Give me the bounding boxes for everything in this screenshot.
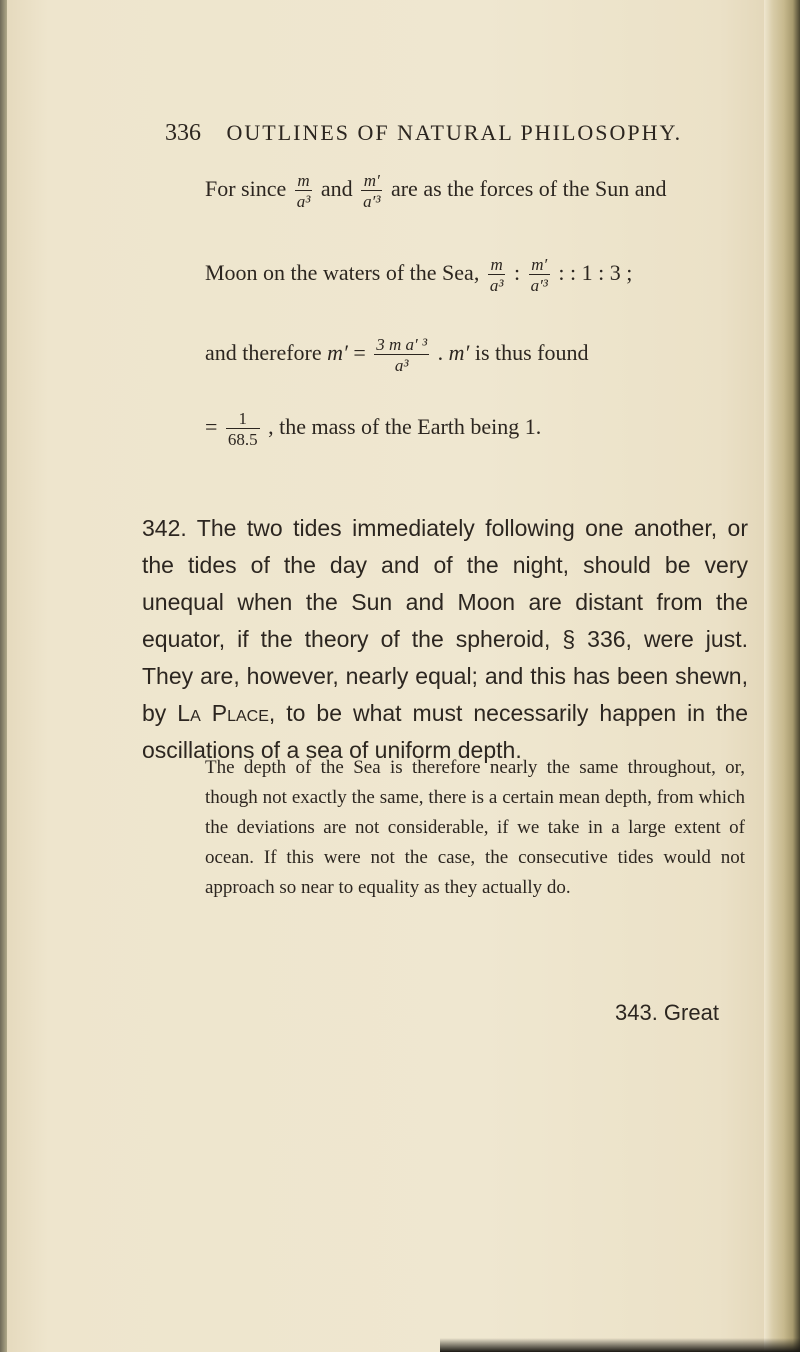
math-line-2 <box>205 256 632 294</box>
math-text: = <box>353 340 366 366</box>
numerator: 3 m a′ ³ <box>376 335 428 354</box>
math-text: are as the forces of the Sun and <box>390 176 667 202</box>
author-name: La Place <box>177 700 269 726</box>
paragraph-text: , to be what must necessarily happen in the oscillations of a sea of uniform depth. <box>142 700 748 763</box>
fraction <box>529 256 550 294</box>
running-title: OUTLINES OF NATURAL PHILOSOPHY. <box>226 120 683 145</box>
math-line-3 <box>205 336 589 374</box>
math-text: : : 1 : 3 ; <box>558 260 633 286</box>
math-text: . <box>437 340 444 366</box>
page-bottom-shadow <box>440 1338 800 1352</box>
math-variable: m′ <box>448 340 470 366</box>
denominator: a³ <box>489 276 504 295</box>
numerator: m <box>297 171 310 190</box>
math-text: For since <box>205 176 287 202</box>
math-text: = <box>205 414 218 440</box>
catchword: 343. Great <box>615 1000 719 1025</box>
numerator: m <box>490 255 503 274</box>
math-text: : <box>513 260 521 286</box>
math-text: Moon on the waters of the Sea, <box>205 260 480 286</box>
denominator: a′³ <box>363 192 381 211</box>
fraction <box>361 172 382 210</box>
running-header <box>165 120 682 147</box>
fraction <box>226 410 260 448</box>
paragraph-text: 342. The two tides immediately following one another, or the tides of the day and of the night, should be very unequal when the Sun and Moon are distant from the equator, if the theory of the spheroid, § 336, were just. They are, however, nearly equal; and this has been shewn, by <box>142 515 748 726</box>
fraction <box>295 172 313 210</box>
section-342-paragraph <box>142 510 748 769</box>
math-line-4 <box>205 410 541 448</box>
math-text: and <box>320 176 353 202</box>
numerator: 1 <box>238 409 248 428</box>
denominator: a³ <box>296 192 311 211</box>
math-text: is thus found <box>474 340 589 366</box>
fraction <box>488 256 506 294</box>
math-text: , the mass of the Earth being 1. <box>268 414 542 440</box>
page-number: 336 <box>165 120 201 146</box>
page-right-edge <box>764 0 800 1352</box>
numerator: m′ <box>363 171 380 190</box>
denominator: a³ <box>374 354 429 374</box>
page-left-edge <box>0 0 7 1352</box>
math-text: and therefore <box>205 340 322 366</box>
math-variable: m′ <box>327 340 348 366</box>
numerator: m′ <box>531 255 548 274</box>
math-line-1 <box>205 172 666 210</box>
denominator: 68.5 <box>227 430 258 449</box>
note-paragraph: The depth of the Sea is therefore nearly the same throughout, or, though not exactly the same, there is a certain mean depth, from which the deviations are not considerable, if we take in a large extent of ocean. If this were not the case, the consecutive tides would not approach so near to equality as they actually do. <box>205 757 745 898</box>
fraction <box>374 336 429 374</box>
denominator: a′³ <box>530 276 548 295</box>
